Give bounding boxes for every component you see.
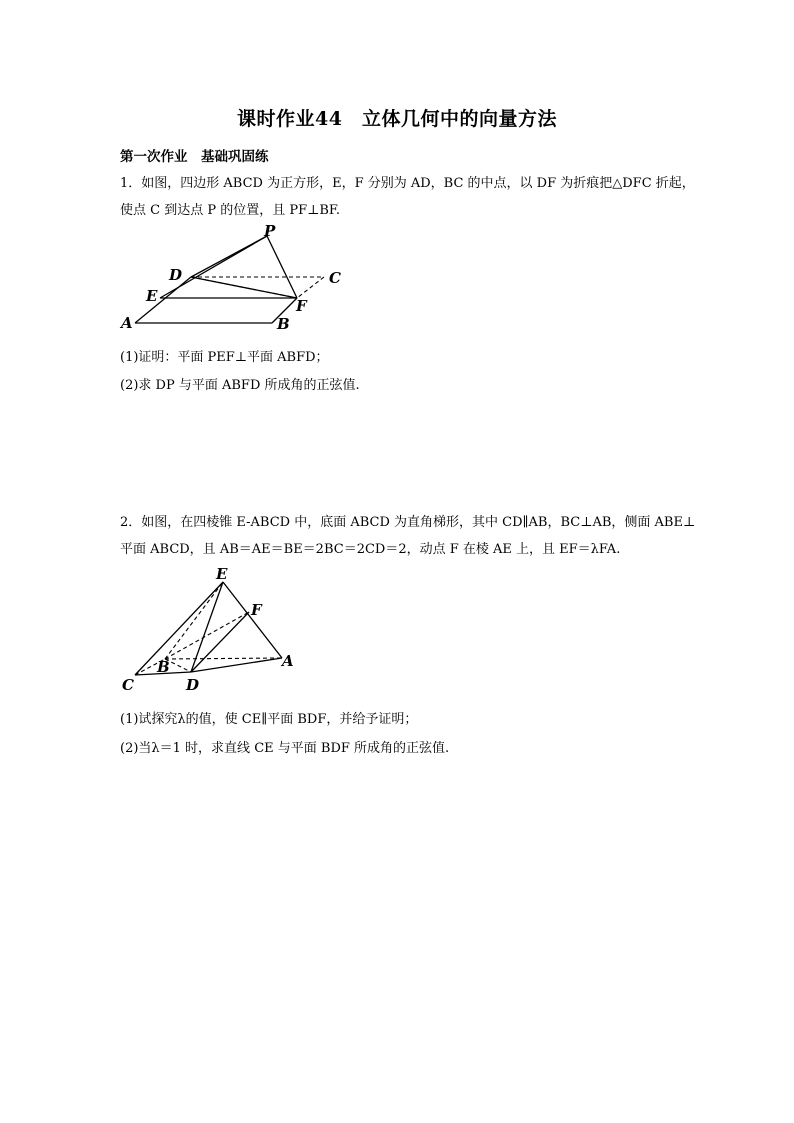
page-title: 课时作业44 立体几何中的向量方法 [237, 108, 557, 130]
problem-1-figure [110, 222, 360, 337]
label-P: P [264, 222, 276, 240]
problem-1-text-line-1: 1．如图，四边形 ABCD 为正方形，E，F 分别为 AD，BC 的中点，以 DF 为折痕把△DFC 折起， [120, 176, 695, 191]
problem-1-question-2: (2)求 DP 与平面 ABFD 所成角的正弦值. [120, 378, 360, 393]
label-C: C [329, 269, 341, 287]
edge-BA-dashed [165, 658, 282, 659]
label-D: D [186, 676, 200, 694]
edge-AD [135, 277, 191, 323]
edge-DA [191, 658, 282, 672]
edge-EC [135, 582, 223, 675]
problem-1-question-1: (1)证明：平面 PEF⊥平面 ABFD； [120, 350, 329, 365]
label-F: F [296, 297, 307, 315]
problem-2-question-1: (1)试探究λ的值，使 CE∥平面 BDF，并给予证明； [120, 712, 418, 727]
label-F: F [251, 601, 262, 619]
edge-EA [223, 582, 282, 658]
problem-2-figure [115, 562, 300, 695]
problem-2-text-line-2: 平面 ABCD，且 AB＝AE＝BE＝2BC＝2CD＝2，动点 F 在棱 AE 上，且 EF＝λFA. [120, 542, 621, 557]
problem-2-question-2: (2)当λ＝1 时，求直线 CE 与平面 BDF 所成角的正弦值. [120, 741, 450, 756]
label-E: E [146, 287, 158, 305]
edge-PF [267, 236, 297, 298]
edge-DF [191, 612, 249, 672]
edge-CF-dashed [297, 277, 324, 298]
label-B: B [157, 658, 170, 676]
problem-2-text-line-1: 2．如图，在四棱锥 E-ABCD 中，底面 ABCD 为直角梯形，其中 CD∥AB，BC⊥AB，侧面 ABE⊥ [120, 515, 696, 530]
section-heading: 第一次作业 基础巩固练 [120, 149, 269, 165]
label-E: E [216, 565, 228, 583]
label-D: D [169, 266, 183, 284]
problem-1-text-line-2: 使点 C 到达点 P 的位置，且 PF⊥BF. [120, 203, 341, 218]
label-B: B [277, 315, 290, 333]
label-A: A [282, 652, 294, 670]
edge-BF-dashed [165, 612, 249, 659]
label-C: C [122, 676, 134, 694]
label-A: A [121, 314, 133, 332]
